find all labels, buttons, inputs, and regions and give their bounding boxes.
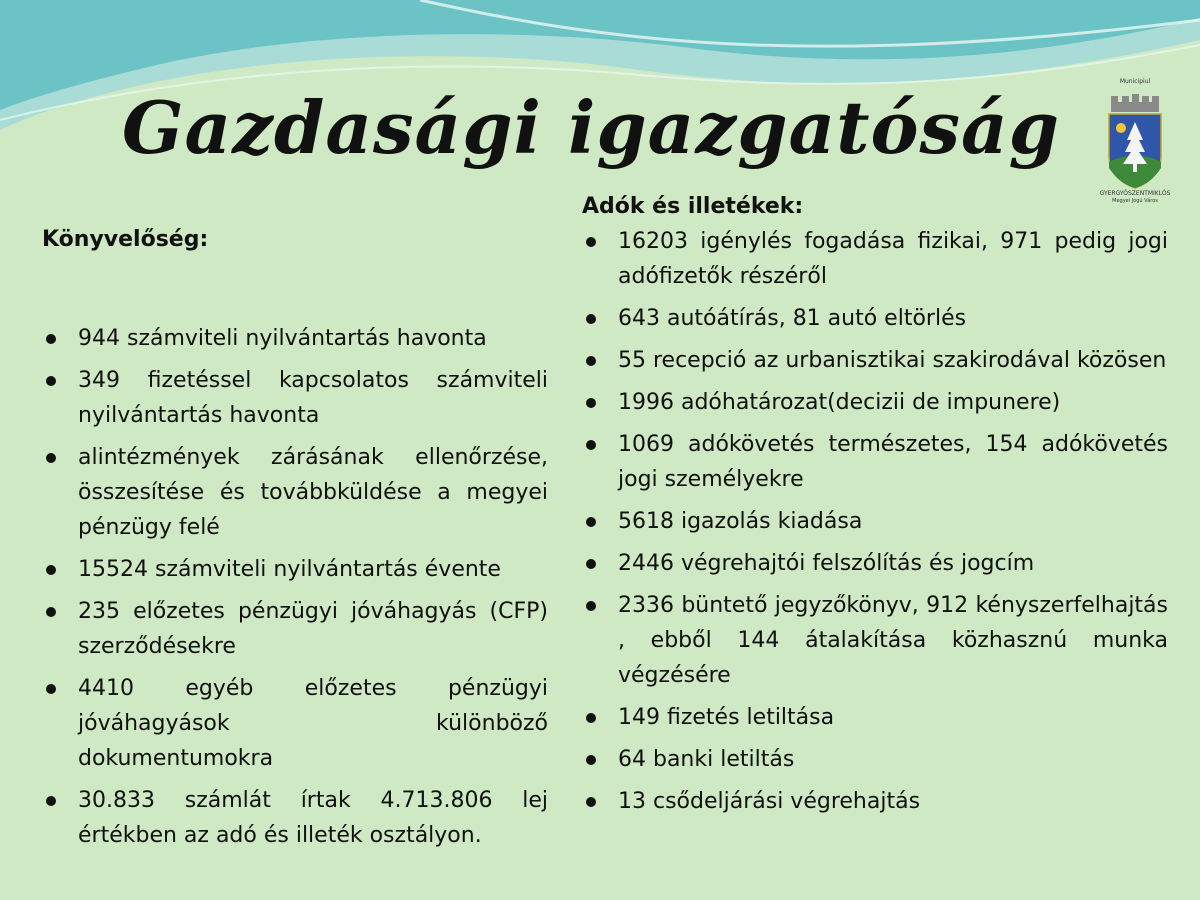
accounting-heading: Könyvelőség:: [42, 227, 209, 252]
taxes-column: [582, 189, 1168, 826]
list-item: 2336 büntető jegyzőkönyv, 912 kényszerfelhajtás , ebből 144 átalakítása közhasznú munka végzésére: [582, 588, 1168, 693]
list-item: 1069 adókövetés természetes, 154 adókövetés jogi személyekre: [582, 427, 1168, 497]
list-item: 149 fizetés letiltása: [582, 700, 1168, 735]
taxes-list: [582, 224, 1168, 819]
taxes-heading: Adók és illetékek:: [582, 194, 804, 219]
accounting-list: [42, 321, 548, 853]
list-item: 16203 igénylés fogadása fizikai, 971 pedig jogi adófizetők részéről: [582, 224, 1168, 294]
coat-of-arms-icon: [1101, 88, 1169, 190]
list-item: 1996 adóhatározat(decizii de impunere): [582, 385, 1168, 420]
list-item: 13 csődeljárási végrehajtás: [582, 784, 1168, 819]
logo-subtitle: Megyei Jogú Város: [1112, 198, 1158, 204]
list-item: 2446 végrehajtói felszólítás és jogcím: [582, 546, 1168, 581]
list-item: alintézmények zárásának ellenőrzése, összesítése és továbbküldése a megyei pénzügy felé: [42, 440, 548, 545]
page-title: Gazdasági igazgatóság: [122, 85, 1061, 170]
list-item: 349 fizetéssel kapcsolatos számviteli nyilvántartás havonta: [42, 363, 548, 433]
list-item: 55 recepció az urbanisztikai szakirodával közösen: [582, 343, 1168, 378]
list-item: 64 banki letiltás: [582, 742, 1168, 777]
list-item: 5618 igazolás kiadása: [582, 504, 1168, 539]
list-item: 4410 egyéb előzetes pénzügyi jóváhagyások különböző dokumentumokra: [42, 671, 548, 776]
logo-city-name: GYERGYÓSZENTMIKLÓS: [1099, 190, 1171, 197]
accounting-column: [42, 222, 548, 860]
logo-top-text: Municipiul: [1119, 78, 1151, 85]
list-item: 944 számviteli nyilvántartás havonta: [42, 321, 548, 356]
list-item: 235 előzetes pénzügyi jóváhagyás (CFP) szerződésekre: [42, 594, 548, 664]
list-item: 30.833 számlát írtak 4.713.806 lej értékben az adó és illeték osztályon.: [42, 783, 548, 853]
list-item: 15524 számviteli nyilvántartás évente: [42, 552, 548, 587]
list-item: 643 autóátírás, 81 autó eltörlés: [582, 301, 1168, 336]
